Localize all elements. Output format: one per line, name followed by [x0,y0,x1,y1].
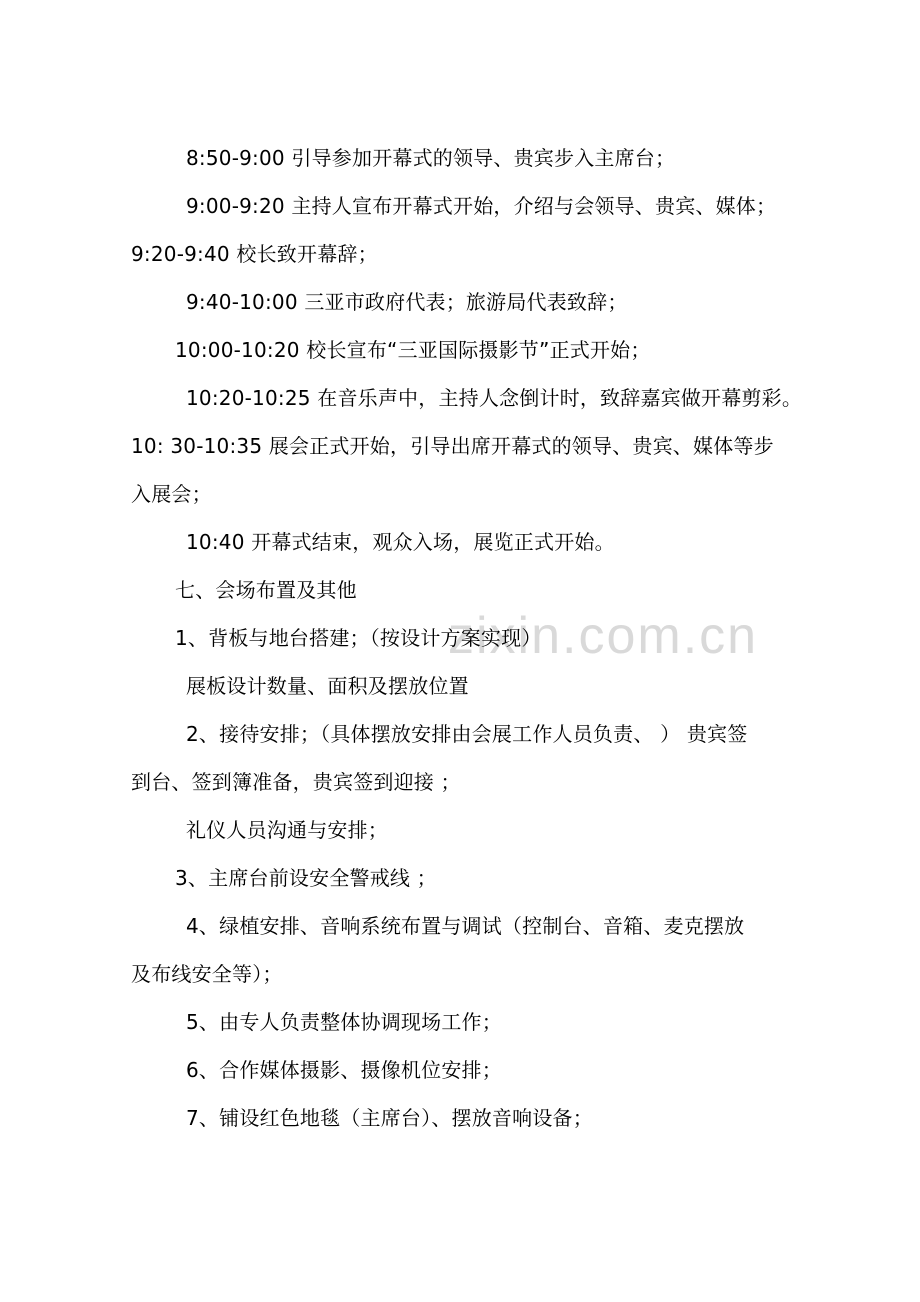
item-1-backdrop: 1、背板与地台搭建；（按设计方案实现） [175,626,542,650]
item-1-detail: 展板设计数量、面积及摆放位置 [186,674,469,698]
item-4-audio: 4、绿植安排、音响系统布置与调试（控制台、音箱、麦克摆放 [186,914,745,938]
item-7-carpet: 7、铺设红色地毯（主席台）、摆放音响设备； [186,1106,593,1130]
item-2-reception: 2、接待安排；（具体摆放安排由会展工作人员负责、 ） 贵宾签 [186,722,748,746]
schedule-line-0900: 9:00-9:20 主持人宣布开幕式开始，介绍与会领导、贵宾、媒体； [186,194,777,218]
item-6-media: 6、合作媒体摄影、摄像机位安排； [186,1058,502,1082]
schedule-line-1030-cont: 入展会； [131,482,212,506]
schedule-line-0940: 9:40-10:00 三亚市政府代表；旅游局代表致辞； [186,290,628,314]
section-heading-7: 七、会场布置及其他 [175,578,357,602]
watermark: zixin.com.cn [448,607,759,665]
item-2-reception-cont: 到台、签到簿准备，贵宾签到迎接 ； [131,770,461,794]
schedule-line-1000: 10:00-10:20 校长宣布“三亚国际摄影节”正式开始； [175,338,651,362]
item-4-audio-cont: 及布线安全等）； [131,962,283,986]
schedule-line-0850: 8:50-9:00 引导参加开幕式的领导、贵宾步入主席台； [186,146,676,170]
item-2-etiquette: 礼仪人员沟通与安排； [186,818,388,842]
schedule-line-1030: 10: 30-10:35 展会正式开始，引导出席开幕式的领导、贵宾、媒体等步 [131,434,774,458]
item-5-coordination: 5、由专人负责整体协调现场工作； [186,1010,502,1034]
schedule-line-1040: 10:40 开幕式结束，观众入场，展览正式开始。 [186,530,615,554]
schedule-line-1020: 10:20-10:25 在音乐声中，主持人念倒计时，致辞嘉宾做开幕剪彩。 [186,386,803,410]
item-3-security: 3、主席台前设安全警戒线 ； [175,866,437,890]
schedule-line-0920: 9:20-9:40 校长致开幕辞； [131,242,378,266]
